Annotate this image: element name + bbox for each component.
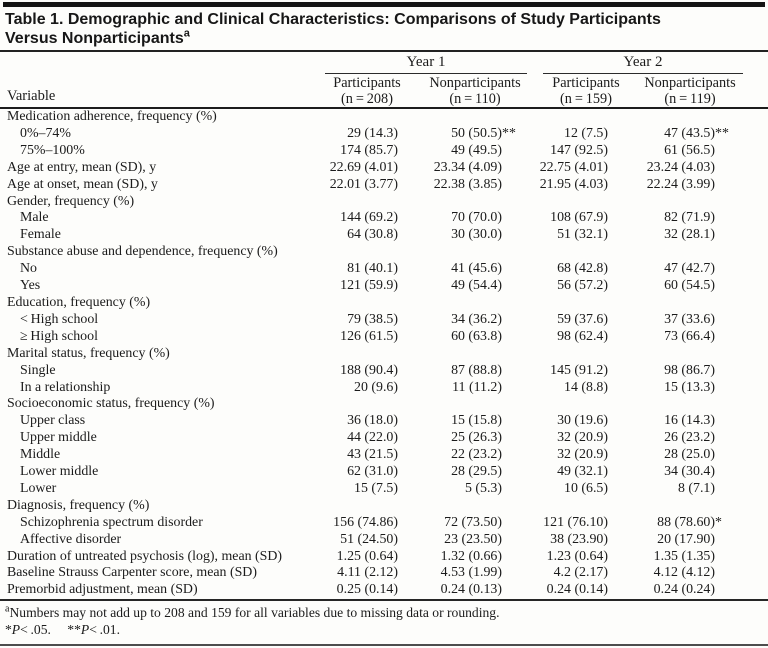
cell-year1-nonparticipants: 87 (88.8) [451, 362, 502, 378]
table-row [0, 329, 768, 346]
cell-year2-participants [512, 109, 618, 126]
cell-year1-nonparticipants: 49 (49.5) [451, 142, 502, 158]
row-label: Upper middle [20, 430, 97, 446]
cell-year1-nonparticipants [408, 244, 512, 261]
table-header [0, 52, 768, 107]
col-n: (n = 119) [664, 90, 716, 107]
cell-year1-participants: 156 (74.86) [333, 514, 398, 530]
cell-year2-nonparticipants: 47 (43.5)** [664, 125, 729, 141]
cell-year2-nonparticipants [618, 295, 725, 312]
cell-year1-nonparticipants [408, 295, 512, 312]
cell-year1-nonparticipants: 5 (5.3) [464, 480, 502, 496]
row-label: Age at onset, mean (SD), y [7, 176, 158, 192]
row-label: Male [20, 210, 49, 226]
cell-year1-nonparticipants: 34 (36.2) [451, 311, 502, 327]
cell-year2-nonparticipants: 28 (25.0) [664, 447, 715, 463]
sig2: **P< .01. [67, 622, 120, 638]
cell-year2-participants: 21.95 (4.03) [539, 176, 608, 192]
row-label: Gender, frequency (%) [7, 193, 135, 209]
cell-year1-nonparticipants: 11 (11.2) [452, 379, 502, 395]
footnote-a [5, 604, 762, 622]
cell-year2-nonparticipants: 98 (86.7) [664, 362, 715, 378]
row-label: 0%–74% [20, 125, 71, 141]
table-row [0, 210, 768, 227]
cell-year2-nonparticipants: 61 (56.5) [664, 142, 715, 158]
cell-year1-nonparticipants: 60 (63.8) [451, 328, 502, 344]
column-header-year2-nonparticipants [625, 76, 755, 107]
row-label: Upper class [20, 413, 86, 429]
cell-year1-participants [326, 498, 408, 515]
cell-year1-participants: 22.01 (3.77) [329, 176, 398, 192]
col-name: Nonparticipants [429, 75, 521, 91]
table-title-line2 [5, 29, 762, 48]
table-row [0, 582, 768, 599]
title-footnote-marker: a [183, 27, 190, 40]
cell-year1-participants [326, 396, 408, 413]
cell-year2-nonparticipants: 26 (23.2) [664, 430, 715, 446]
cell-year1-participants: 81 (40.1) [347, 261, 398, 277]
column-header-variable: Variable [7, 88, 56, 104]
cell-year2-participants: 30 (19.6) [557, 413, 608, 429]
cell-year2-participants: 12 (7.5) [564, 125, 608, 141]
row-label: No [20, 261, 37, 277]
table-row [0, 143, 768, 160]
cell-year2-participants: 56 (57.2) [557, 278, 608, 294]
cell-year1-participants: 188 (90.4) [340, 362, 398, 378]
col-name: Participants [333, 75, 401, 91]
col-name: Participants [552, 75, 620, 91]
cell-year2-nonparticipants: 88 (78.60)* [657, 514, 722, 530]
table-row [0, 312, 768, 329]
table-row [0, 447, 768, 464]
cell-year2-participants [512, 396, 618, 413]
cell-year1-nonparticipants: 25 (26.3) [451, 430, 502, 446]
cell-year1-nonparticipants: 0.24 (0.13) [440, 582, 502, 598]
cell-year2-nonparticipants: 20 (17.90) [657, 531, 715, 547]
cell-year2-participants: 32 (20.9) [557, 430, 608, 446]
cell-year1-participants: 51 (24.50) [340, 531, 398, 547]
table-row [0, 194, 768, 211]
table-row [0, 160, 768, 177]
row-label: Baseline Strauss Carpenter score, mean (SD) [7, 565, 257, 581]
cell-year2-participants: 108 (67.9) [550, 210, 608, 226]
cell-year2-nonparticipants: 82 (71.9) [664, 210, 715, 226]
footnote-a-marker: a [5, 603, 10, 615]
table-row [0, 430, 768, 447]
row-label: Schizophrenia spectrum disorder [20, 514, 203, 530]
cell-year1-participants [326, 194, 408, 211]
col-name: Nonparticipants [644, 75, 736, 91]
cell-year1-participants: 4.11 (2.12) [337, 565, 398, 581]
cell-year1-participants [326, 295, 408, 312]
cell-year1-nonparticipants: 23.34 (4.09) [433, 159, 502, 175]
row-label: Medication adherence, frequency (%) [7, 109, 217, 124]
table-row [0, 515, 768, 532]
row-label: Marital status, frequency (%) [7, 345, 170, 361]
cell-year2-nonparticipants: 0.24 (0.24) [653, 582, 715, 598]
bottom-rule [0, 644, 768, 646]
cell-year1-nonparticipants: 22.38 (3.85) [433, 176, 502, 192]
cell-year2-nonparticipants: 34 (30.4) [664, 464, 715, 480]
column-group-year2 [543, 54, 743, 74]
table-row [0, 464, 768, 481]
cell-year2-nonparticipants [618, 194, 725, 211]
cell-year2-participants: 38 (23.90) [550, 531, 608, 547]
cell-year1-nonparticipants: 22 (23.2) [451, 447, 502, 463]
cell-year1-participants: 20 (9.6) [354, 379, 398, 395]
table-row [0, 126, 768, 143]
table-row [0, 261, 768, 278]
table-row [0, 109, 768, 126]
row-label: Single [20, 362, 56, 378]
cell-year2-participants: 51 (32.1) [557, 227, 608, 243]
cell-year2-nonparticipants: 15 (13.3) [664, 379, 715, 395]
row-label: Duration of untreated psychosis (log), mean (SD) [7, 548, 283, 564]
cell-year2-nonparticipants: 4.12 (4.12) [653, 565, 715, 581]
cell-year1-nonparticipants: 50 (50.5)** [451, 125, 516, 141]
table-row [0, 532, 768, 549]
cell-year2-nonparticipants [618, 498, 725, 515]
cell-year1-participants: 174 (85.7) [340, 142, 398, 158]
row-label: Substance abuse and dependence, frequency (%) [7, 244, 278, 260]
cell-year1-nonparticipants [408, 396, 512, 413]
cell-year2-participants: 121 (76.10) [543, 514, 608, 530]
cell-year1-participants: 22.69 (4.01) [329, 159, 398, 175]
cell-year1-nonparticipants: 28 (29.5) [451, 464, 502, 480]
table-row [0, 363, 768, 380]
table-row [0, 380, 768, 397]
column-group-year1-label: Year 1 [406, 54, 446, 70]
col-n: (n = 110) [449, 90, 501, 107]
cell-year2-nonparticipants [618, 396, 725, 413]
cell-year2-participants: 32 (20.9) [557, 447, 608, 463]
cell-year2-participants [512, 346, 618, 363]
cell-year2-participants: 14 (8.8) [564, 379, 608, 395]
cell-year2-nonparticipants: 23.24 (4.03) [646, 159, 715, 175]
table-title [0, 7, 768, 50]
row-label: < High school [20, 311, 99, 327]
table-row [0, 177, 768, 194]
row-label: Socioeconomic status, frequency (%) [7, 396, 215, 412]
table-row [0, 396, 768, 413]
cell-year2-participants: 98 (62.4) [557, 328, 608, 344]
row-label: Lower middle [20, 464, 99, 480]
cell-year2-nonparticipants: 1.35 (1.35) [653, 548, 715, 564]
cell-year1-participants: 29 (14.3) [347, 125, 398, 141]
col-n: (n = 208) [341, 90, 393, 107]
cell-year2-participants: 68 (42.8) [557, 261, 608, 277]
footnote-a-text: Numbers may not add up to 208 and 159 for all variables due to missing data or rounding. [9, 604, 500, 620]
row-label: In a relationship [20, 379, 111, 395]
cell-year1-participants [326, 346, 408, 363]
table-row [0, 413, 768, 430]
cell-year2-nonparticipants: 16 (14.3) [664, 413, 715, 429]
data-table [0, 109, 768, 599]
cell-year2-nonparticipants: 73 (66.4) [664, 328, 715, 344]
row-label: Education, frequency (%) [7, 294, 151, 310]
cell-year2-nonparticipants [618, 244, 725, 261]
footnotes [0, 601, 768, 641]
cell-year1-participants: 79 (38.5) [347, 311, 398, 327]
cell-year2-nonparticipants: 47 (42.7) [664, 261, 715, 277]
cell-year1-participants: 44 (22.0) [347, 430, 398, 446]
cell-year1-participants: 36 (18.0) [347, 413, 398, 429]
cell-year1-participants: 144 (69.2) [340, 210, 398, 226]
row-label: Female [20, 227, 61, 243]
row-label: Middle [20, 447, 61, 463]
row-label: Lower [20, 480, 57, 496]
row-label: ≥ High school [20, 328, 98, 344]
cell-year1-participants: 43 (21.5) [347, 447, 398, 463]
cell-year2-nonparticipants [618, 109, 725, 126]
cell-year2-nonparticipants: 60 (54.5) [664, 278, 715, 294]
table-title-line2-text: Versus Nonparticipants [5, 30, 184, 47]
cell-year1-nonparticipants: 41 (45.6) [451, 261, 502, 277]
cell-year1-nonparticipants [408, 498, 512, 515]
table-row [0, 295, 768, 312]
table-row [0, 244, 768, 261]
cell-year1-nonparticipants: 49 (54.4) [451, 278, 502, 294]
cell-year1-participants: 126 (61.5) [340, 328, 398, 344]
cell-year1-participants: 1.25 (0.64) [336, 548, 398, 564]
row-label: Age at entry, mean (SD), y [7, 159, 157, 175]
cell-year2-nonparticipants: 22.24 (3.99) [646, 176, 715, 192]
cell-year1-participants: 64 (30.8) [347, 227, 398, 243]
cell-year1-participants: 15 (7.5) [354, 480, 398, 496]
cell-year2-participants: 145 (91.2) [550, 362, 608, 378]
cell-year1-nonparticipants: 15 (15.8) [451, 413, 502, 429]
table-row [0, 565, 768, 582]
table-title-line1: Table 1. Demographic and Clinical Characteristics: Comparisons of Study Participants [5, 11, 661, 28]
cell-year2-nonparticipants: 32 (28.1) [664, 227, 715, 243]
row-label: Affective disorder [20, 531, 122, 547]
cell-year2-participants [512, 498, 618, 515]
table-row [0, 498, 768, 515]
cell-year2-participants: 1.23 (0.64) [546, 548, 608, 564]
cell-year1-nonparticipants: 70 (70.0) [451, 210, 502, 226]
cell-year2-participants: 10 (6.5) [564, 480, 608, 496]
cell-year1-participants: 0.25 (0.14) [336, 582, 398, 598]
cell-year1-nonparticipants: 72 (73.50) [444, 514, 502, 530]
column-group-year2-label: Year 2 [623, 54, 663, 70]
table-row [0, 549, 768, 566]
row-label: Diagnosis, frequency (%) [7, 497, 150, 513]
cell-year1-nonparticipants: 23 (23.50) [444, 531, 502, 547]
cell-year2-participants: 147 (92.5) [550, 142, 608, 158]
cell-year2-participants: 59 (37.6) [557, 311, 608, 327]
table-row [0, 227, 768, 244]
row-label: Yes [20, 278, 41, 294]
cell-year2-participants: 49 (32.1) [557, 464, 608, 480]
cell-year2-nonparticipants: 37 (33.6) [664, 311, 715, 327]
cell-year2-participants: 4.2 (2.17) [553, 565, 608, 581]
sig1: *P< .05. [5, 622, 51, 638]
row-label: 75%–100% [20, 142, 85, 158]
table-row [0, 278, 768, 295]
cell-year2-nonparticipants [618, 346, 725, 363]
cell-year1-participants: 62 (31.0) [347, 464, 398, 480]
cell-year2-participants [512, 194, 618, 211]
cell-year2-participants: 22.75 (4.01) [539, 159, 608, 175]
cell-year1-participants [326, 109, 408, 126]
cell-year2-participants [512, 295, 618, 312]
cell-year1-nonparticipants: 1.32 (0.66) [440, 548, 502, 564]
col-n: (n = 159) [560, 90, 612, 107]
cell-year1-nonparticipants [408, 194, 512, 211]
cell-year2-participants [512, 244, 618, 261]
row-label: Premorbid adjustment, mean (SD) [7, 582, 198, 598]
cell-year2-participants: 0.24 (0.14) [546, 582, 608, 598]
footnote-significance [5, 621, 762, 639]
cell-year1-nonparticipants [408, 346, 512, 363]
cell-year1-nonparticipants [408, 109, 512, 126]
cell-year2-nonparticipants: 8 (7.1) [677, 480, 715, 496]
cell-year1-nonparticipants: 4.53 (1.99) [440, 565, 502, 581]
cell-year1-participants [326, 244, 408, 261]
table-row [0, 346, 768, 363]
cell-year1-participants: 121 (59.9) [340, 278, 398, 294]
cell-year1-nonparticipants: 30 (30.0) [451, 227, 502, 243]
column-group-year1 [325, 54, 527, 74]
table-row [0, 481, 768, 498]
